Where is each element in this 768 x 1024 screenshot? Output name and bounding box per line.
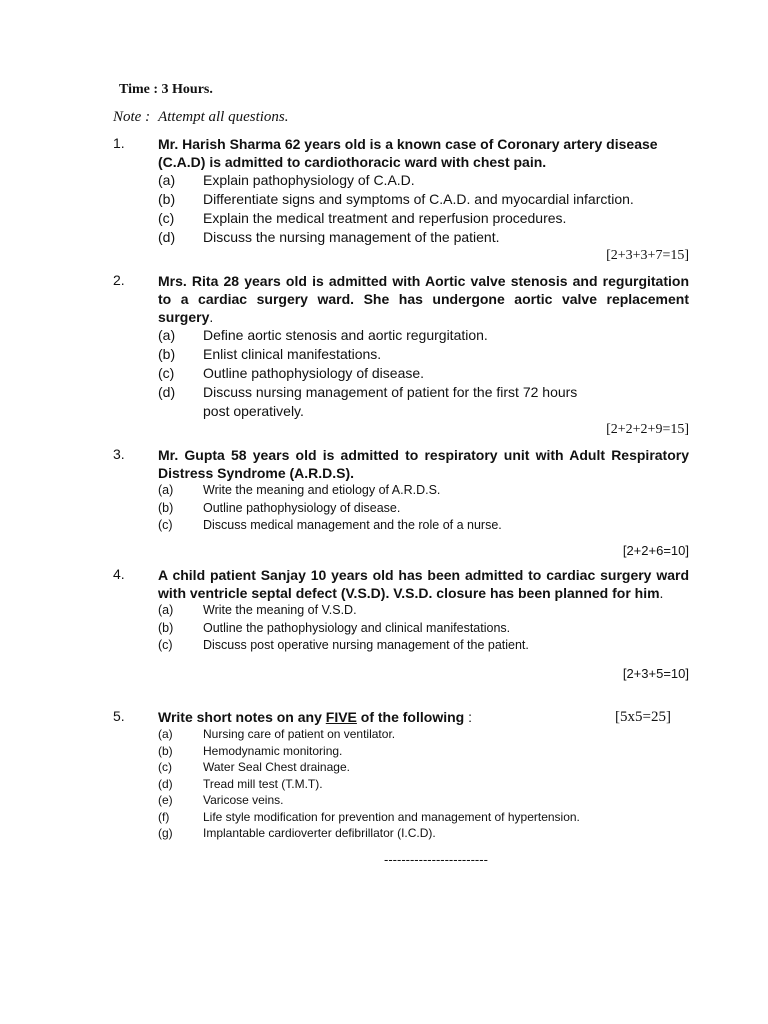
question-text-body: Mrs. Rita 28 years old is admitted with Aortic valve stenosis and regurgitation to a cardiac surgery ward. She has undergone aortic valve replacement surgery <box>158 273 689 325</box>
question-text <box>158 566 689 602</box>
question-number: 1. <box>113 135 125 151</box>
sub-question <box>113 743 689 760</box>
sub-question <box>113 482 689 500</box>
question-text: Mr. Gupta 58 years old is admitted to respiratory unit with Adult Respiratory Distress Syndrome (A.R.D.S). <box>158 447 689 481</box>
sub-question <box>113 792 689 809</box>
sub-question-text: Explain pathophysiology of C.A.D. <box>203 172 415 188</box>
sub-question <box>113 326 689 345</box>
sub-question-label: (g) <box>158 826 173 840</box>
sub-question-text: Enlist clinical manifestations. <box>203 346 382 362</box>
sub-question <box>113 190 689 209</box>
sub-question-text: Discuss the nursing management of the patient. <box>203 229 500 245</box>
time-allowed: Time : 3 Hours. <box>119 82 213 97</box>
sub-question <box>113 345 689 364</box>
sub-question-text: Outline pathophysiology of disease. <box>203 500 401 515</box>
question-number: 5. <box>113 708 125 724</box>
sub-question <box>113 228 689 247</box>
sub-question-label: (c) <box>158 365 175 381</box>
sub-question-label: (a) <box>158 172 176 188</box>
question-text-end: . <box>659 585 664 601</box>
marks-allocation: [2+3+5=10] <box>622 665 689 681</box>
sub-question-text: Outline pathophysiology of disease. <box>203 365 425 381</box>
question-text-end: : <box>464 709 472 725</box>
sub-question-text: Discuss post operative nursing management of the patient. <box>203 638 529 652</box>
sub-question <box>113 364 689 383</box>
question-3 <box>113 446 689 560</box>
marks-allocation: [2+2+2+9=15] <box>606 422 689 437</box>
sub-question <box>113 171 689 190</box>
sub-question <box>113 383 689 421</box>
sub-question-label: (b) <box>158 743 173 758</box>
sub-question-text: Write the meaning and etiology of A.R.D.S. <box>203 483 441 497</box>
sub-question-label: (c) <box>158 518 173 532</box>
sub-question-label: (b) <box>158 191 176 207</box>
note-line <box>113 109 289 126</box>
sub-question <box>113 726 689 743</box>
question-text-emphasis: FIVE <box>325 709 357 725</box>
sub-question-text: Differentiate signs and symptoms of C.A.D. and myocardial infarction. <box>203 191 634 207</box>
sub-question-text: Implantable cardioverter defibrillator (I.C.D). <box>203 826 436 840</box>
end-rule: ------------------------ <box>384 852 488 867</box>
sub-question-label: (d) <box>158 229 176 245</box>
sub-question-text: Life style modification for prevention and management of hypertension. <box>203 809 580 824</box>
question-text <box>158 272 689 326</box>
question-5 <box>113 708 689 842</box>
sub-question-label: (c) <box>158 760 172 774</box>
question-text-post: of the following <box>356 709 465 725</box>
sub-question <box>113 759 689 776</box>
marks-allocation: [2+2+6=10] <box>622 542 689 558</box>
sub-question-label: (d) <box>158 776 173 791</box>
question-1 <box>113 135 689 265</box>
question-text: Mr. Harish Sharma 62 years old is a known case of Coronary artery disease (C.A.D) is admitted to cardiothoracic ward with chest pain. <box>158 136 658 170</box>
sub-question-label: (d) <box>158 384 176 400</box>
sub-question-text: Discuss medical management and the role of a nurse. <box>203 518 502 532</box>
sub-question <box>113 500 689 518</box>
sub-question-label: (e) <box>158 793 173 807</box>
sub-question <box>113 517 689 535</box>
sub-question-label: (b) <box>158 346 176 362</box>
sub-question-text: Explain the medical treatment and reperfusion procedures. <box>203 210 567 226</box>
sub-question-text: Varicose veins. <box>203 793 284 807</box>
question-number: 3. <box>113 446 125 462</box>
sub-question-text: Tread mill test (T.M.T). <box>203 776 323 791</box>
note-text: Attempt all questions. <box>158 109 289 125</box>
marks-allocation: [5x5=25] <box>615 709 671 725</box>
sub-question <box>113 602 689 620</box>
sub-question <box>113 776 689 793</box>
sub-question-label: (f) <box>158 809 170 824</box>
question-4 <box>113 566 689 683</box>
question-text <box>158 708 689 726</box>
sub-question <box>113 620 689 638</box>
sub-question-text: Hemodynamic monitoring. <box>203 743 343 758</box>
sub-question <box>113 637 689 655</box>
sub-question-list <box>113 171 689 247</box>
sub-question-text: Write the meaning of V.S.D. <box>203 603 357 617</box>
sub-question-label: (a) <box>158 327 176 343</box>
sub-question-label: (a) <box>158 727 173 741</box>
sub-question-label: (a) <box>158 603 174 617</box>
question-text-end: . <box>209 309 214 325</box>
sub-question-text: Water Seal Chest drainage. <box>203 760 350 774</box>
note-label: Note : <box>113 109 151 125</box>
sub-question <box>113 825 689 842</box>
sub-question-label: (a) <box>158 483 174 497</box>
sub-question-text: Outline the pathophysiology and clinical manifestations. <box>203 620 511 635</box>
sub-question-list <box>113 726 689 842</box>
sub-question-list <box>113 326 689 421</box>
sub-question-label: (b) <box>158 620 174 635</box>
sub-question-list <box>113 482 689 535</box>
sub-question <box>113 209 689 228</box>
sub-question-text: Nursing care of patient on ventilator. <box>203 727 396 741</box>
sub-question <box>113 809 689 826</box>
sub-question-label: (b) <box>158 500 174 515</box>
marks-allocation: [2+3+3+7=15] <box>606 248 689 263</box>
sub-question-label: (c) <box>158 210 175 226</box>
question-2 <box>113 272 689 439</box>
question-number: 4. <box>113 566 125 582</box>
sub-question-text: Define aortic stenosis and aortic regurgitation. <box>203 327 488 343</box>
sub-question-text: Discuss nursing management of patient for the first 72 hours post operatively. <box>203 384 578 419</box>
sub-question-label: (c) <box>158 638 173 652</box>
question-text-body: A child patient Sanjay 10 years old has been admitted to cardiac surgery ward with ventricle septal defect (V.S.D). V.S.D. closure has been planned for him <box>158 567 689 601</box>
question-number: 2. <box>113 272 125 288</box>
sub-question-list <box>113 602 689 655</box>
question-text-pre: Write short notes on any <box>158 709 326 725</box>
